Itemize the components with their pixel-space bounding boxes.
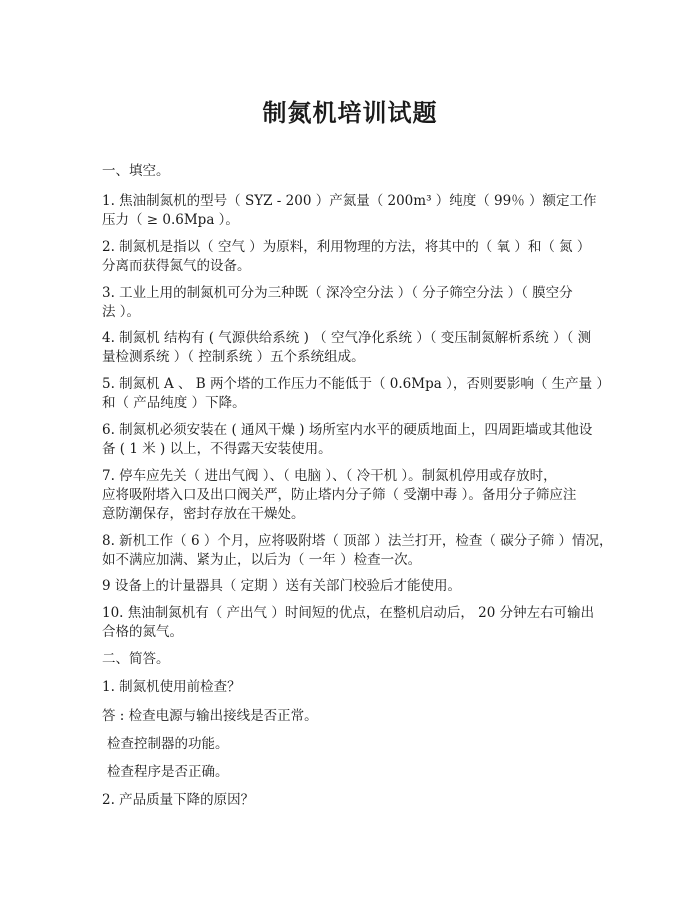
q8-line2: 如不满应加满、紧为止，以后为（ 一年 ）检查一次。: [102, 552, 422, 568]
section-heading-fill-in: 一、填空。: [102, 163, 170, 179]
q7-line2: 应将吸附塔入口及出口阀关严，防止塔内分子筛（ 受潮中毒 ）。备用分子筛应注: [102, 487, 577, 503]
sa-a1-line1: 答 : 检查电源与输出接线是否正常。: [102, 708, 318, 724]
q2-line2: 分离而获得氮气的设备。: [102, 258, 251, 274]
q4-line1: 4. 制氮机 结构有 ( 气源供给系统 ) （ 空气净化系统 ）（ 变压制氮解析系统 ）（ 测: [102, 330, 592, 346]
q10-line2: 合格的氮气。: [102, 624, 183, 640]
q6-line1: 6. 制氮机必须安装在 ( 通风干燥 ) 场所室内水平的硬质地面上，四周距墙或其他设: [102, 422, 593, 438]
q6-line2: 备 ( 1 米 ) 以上，不得露天安装使用。: [102, 441, 332, 457]
sa-a1-line3: 检查程序是否正确。: [107, 764, 229, 780]
sa-a1-line2: 检查控制器的功能。: [107, 736, 229, 752]
q1-line2: 压力（ ≥ 0.6Mpa ）。: [102, 212, 239, 228]
sa-q1: 1. 制氮机使用前检查？: [102, 679, 241, 695]
sa-q2: 2. 产品质量下降的原因？: [102, 792, 255, 808]
section-heading-short-answer: 二、简答。: [102, 651, 170, 667]
q9-line1: 9 设备上的计量器具（ 定期 ）送有关部门校验后才能使用。: [102, 578, 461, 594]
q7-line3: 意防潮保存，密封存放在干燥处。: [102, 506, 305, 522]
q5-line2: 和（ 产品纯度 ）下降。: [102, 395, 246, 411]
q5-line1: 5. 制氮机 A 、 B 两个塔的工作压力不能低于（ 0.6Mpa ），否则要影响（ 生产量 ）: [102, 376, 610, 392]
q4-line2: 量检测系统 ）（ 控制系统 ）五个系统组成。: [102, 349, 365, 365]
q1-line1: 1. 焦油制氮机的型号（ SYZ - 200 ）产氮量（ 200m³ ）纯度（ 99％ ）额定工作: [102, 193, 597, 209]
q3-line1: 3. 工业上用的制氮机可分为三种既（ 深冷空分法 ）（ 分子筛空分法 ）（ 膜空分: [102, 285, 573, 301]
q7-line1: 7. 停车应先关（ 进出气阀 ）、（ 电脑 ）、（ 冷干机 ）。制氮机停用或存放时，: [102, 468, 557, 484]
q8-line1: 8. 新机工作（ 6 ）个月，应将吸附塔（ 顶部 ）法兰打开，检查（ 碳分子筛 ）情况，: [102, 533, 613, 549]
q10-line1: 10. 焦油制氮机有（ 产出气 ）时间短的优点，在整机启动后， 20 分钟左右可输出: [102, 605, 595, 621]
page-title: 制氮机培训试题: [262, 98, 438, 127]
q3-line2: 法 ）。: [102, 304, 141, 320]
q2-line1: 2. 制氮机是指以（ 空气 ）为原料，利用物理的方法，将其中的（ 氧 ）和（ 氮 ）: [102, 239, 591, 255]
